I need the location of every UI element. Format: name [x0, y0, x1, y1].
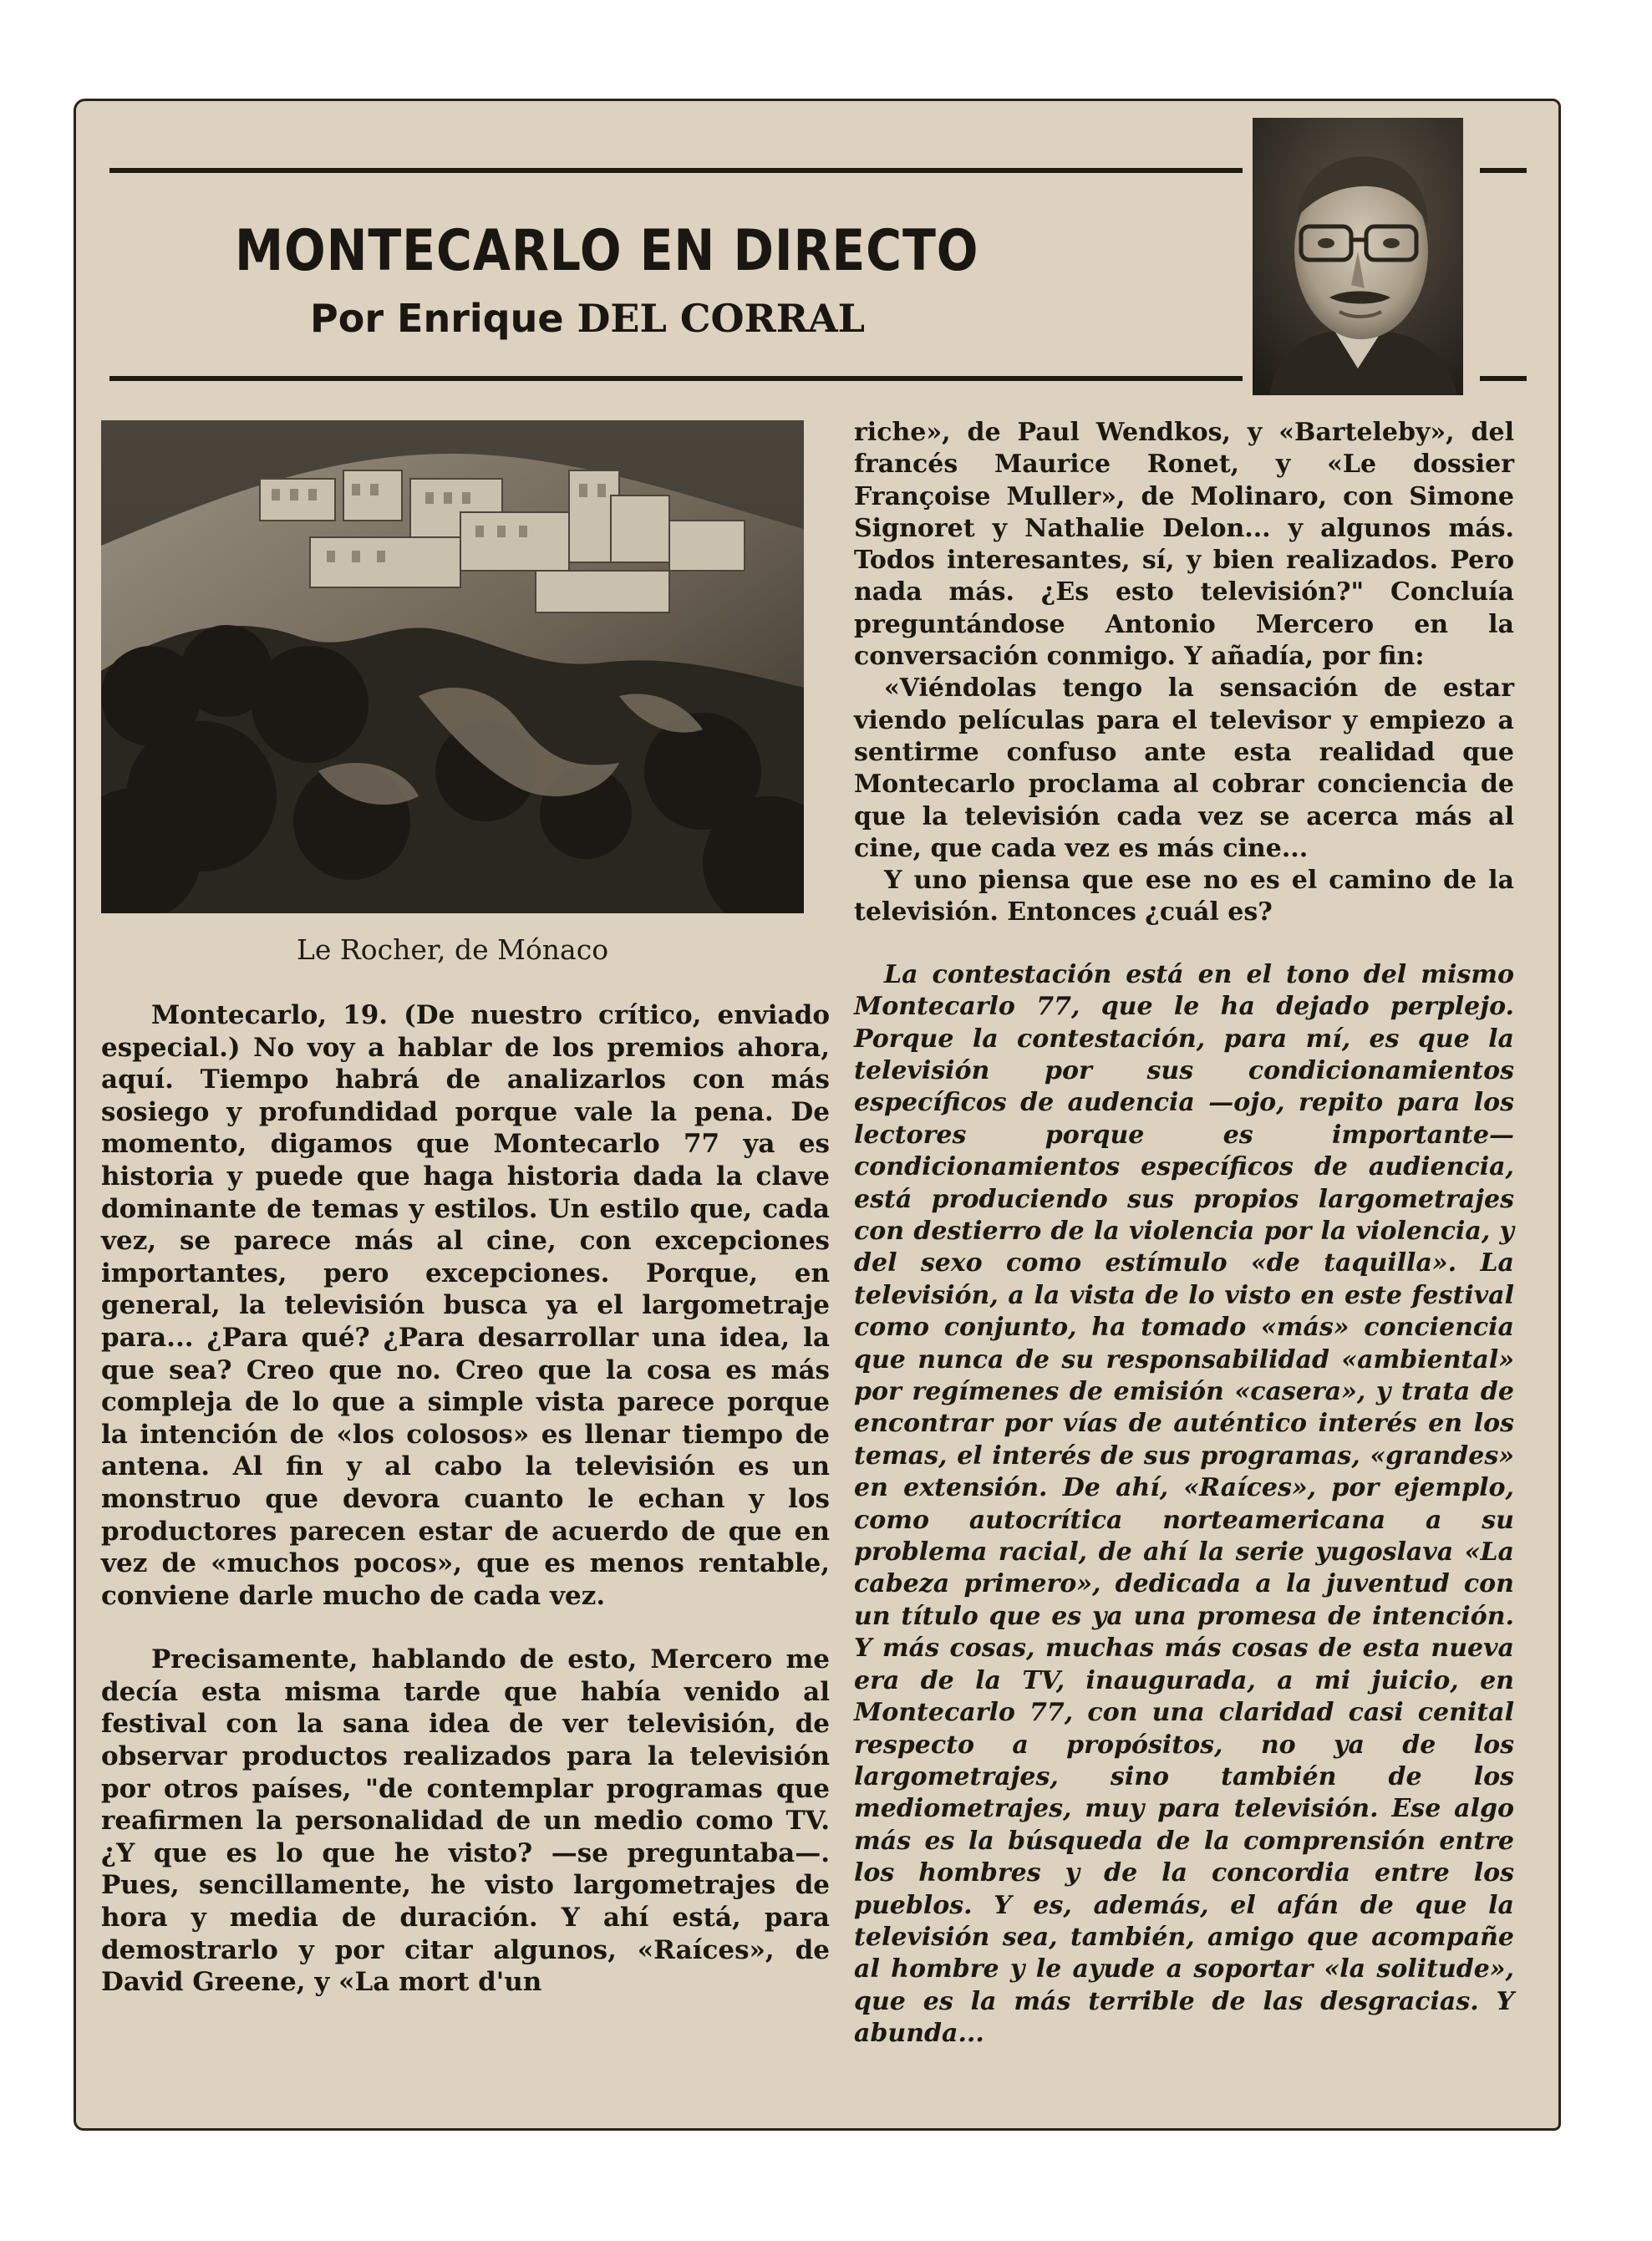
right-column	[854, 417, 1514, 2050]
paragraph-continuation: riche», de Paul Wendkos, y «Barteleby», del francés Maurice Ronet, y «Le dossier Françoise Muller», de Molinaro, con Simone Signoret y Nathalie Delon... y algunos más. Todos interesantes, sí, y bien realizados. Pero nada más. ¿Es esto televisión?" Concluía preguntándose Antonio Mercero en la conversación conmigo. Y añadía, por fin:	[854, 418, 1514, 672]
monaco-photo-image	[101, 420, 804, 913]
photo-caption: Le Rocher, de Mónaco	[296, 933, 609, 966]
paragraph-quote: «Viéndolas tengo la sensación de estar viendo películas para el televisor y empiezo a sentirme confuso ante esta realidad que Montecarlo proclama al cobrar conciencia de que la televisión cada vez se acerca más al cine, que cada vez es más cine...	[854, 673, 1514, 863]
author-portrait	[1253, 118, 1463, 395]
paragraph-dateline: Montecarlo, 19. (De nuestro crítico, enviado especial.) No voy a hablar de los premios ahora, aquí. Tiempo habrá de analizarlos con más sosiego y profundidad porque vale la pena. De momento, digamos que Montecarlo 77 ya es historia y puede que haga historia dada la clave dominante de temas y estilos. Un estilo que, cada vez, se parece más al cine, con excepciones importantes, pero excepciones. Porque, en general, la televisión busca ya el largometraje para... ¿Para qué? ¿Para desarrollar una idea, la que sea? Creo que no. Creo que la cosa es más compleja de lo que a simple vista parece porque la intención de «los colosos» es llenar tiempo de antena. Al fin y al cabo la televisión es un monstruo que devora cuanto le echan y los productores parecen estar de acuerdo de que en vez de «muchos pocos», que es menos rentable, conviene darle mucho de cada vez.	[101, 1000, 830, 1611]
top-rule-right	[1480, 168, 1527, 173]
byline-surname: DEL CORRAL	[577, 296, 866, 341]
byline	[310, 296, 865, 341]
paragraph-question: Y uno piensa que ese no es el camino de la televisión. Entonces ¿cuál es?	[854, 866, 1514, 927]
left-column	[101, 999, 830, 1999]
headline: MONTECARLO EN DIRECTO	[235, 218, 979, 284]
byline-prefix: Por Enrique	[310, 296, 564, 341]
author-portrait-image	[1253, 118, 1463, 395]
monaco-photo	[101, 420, 804, 913]
paragraph-answer: La contestación está en el tono del mismo Montecarlo 77, que le ha dejado perplejo. Porque la contestación, para mí, es que la televisión por sus condicionamientos específicos de audencia —ojo, repito para los lectores porque es importante— condicionamientos específicos de audiencia, está produciendo sus propios largometrajes con destierro de la violencia por la violencia, y del sexo como estímulo «de taquilla». La televisión, a la vista de lo visto en este festival como conjunto, ha tomado «más» conciencia que nunca de su responsabilidad «ambiental» por regímenes de emisión «casera», y trata de encontrar por vías de auténtico interés en los temas, el interés de sus programas, «grandes» en extensión. De ahí, «Raíces», por ejemplo, como autocrítica norteamericana a su problema racial, de ahí la serie yugoslava «La cabeza primero», dedicada a la juventud con un título que es ya una promesa de intención. Y más cosas, muchas más cosas de esta nueva era de la TV, inaugurada, a mi juicio, en Montecarlo 77, con una claridad casi cenital respecto a propósitos, no ya de los largometrajes, sino también de los mediometrajes, muy para televisión. Ese algo más es la búsqueda de la comprensión entre los hombres y de la concordia entre los pueblos. Y es, además, el afán de que la televisión sea, también, amigo que acompañe al hombre y le ayude a soportar «la solitude», que es la más terrible de las desgracias. Y abunda...	[854, 959, 1514, 2049]
bottom-rule-left	[109, 376, 1243, 381]
paragraph-mercero: Precisamente, hablando de esto, Mercero me decía esta misma tarde que había venido al festival con la sana idea de ver televisión, de observar productos realizados para la televisión por otros países, "de contemplar programas que reafirmen la personalidad de un medio como TV. ¿Y que es lo que he visto? —se preguntaba—. Pues, sencillamente, he visto largometrajes de hora y media de duración. Y ahí está, para demostrarlo y por citar algunos, «Raíces», de David Greene, y «La mort d'un	[101, 1644, 830, 1998]
top-rule-left	[109, 168, 1243, 173]
newspaper-clipping	[74, 99, 1561, 2131]
bottom-rule-right	[1480, 376, 1527, 381]
